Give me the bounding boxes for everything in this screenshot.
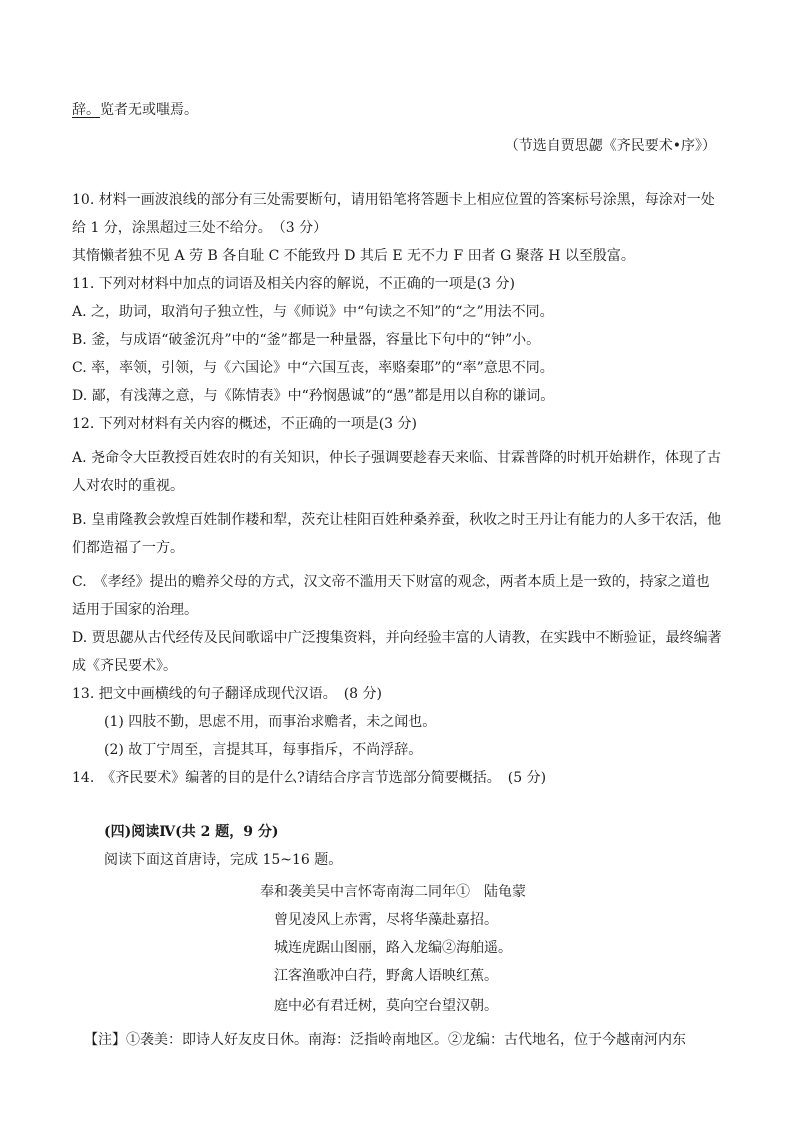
question-11-option-c: C. 率，率领，引领，与《六国论》中“六国互丧，率赂秦耶”的“率”意思不同。 [72, 360, 554, 376]
question-10-stem-cont: 给 1 分，涂黑超过三处不给分。 （3 分） [72, 220, 328, 236]
question-12-option-a-cont: 人对农时的重视。 [72, 478, 184, 494]
question-12-option-b: B. 皇甫隆教会敦煌百姓制作耧和犁，茨充让桂阳百姓种桑养蚕，秋收之时王丹让有能力的人多干农活，他 [72, 512, 722, 528]
question-13-sentence-2: (2) 故丁宁周至，言提其耳，每事指斥，不尚浮辞。 [104, 742, 423, 758]
question-12-option-b-cont: 们都造福了一方。 [72, 540, 184, 556]
question-13-stem: 13. 把文中画横线的句子翻译成现代汉语。 (8 分) [72, 686, 382, 702]
poem-line: 城连虎踞山图丽，路入龙编②海舶遥。 [274, 940, 512, 956]
question-11-option-a: A. 之，助词，取消句子独立性，与《师说》中“句读之不知”的“之”用法不同。 [72, 304, 554, 320]
passage-text: 览者无或嗤焉。 [100, 102, 198, 118]
question-12-option-d-cont: 成《齐民要术》。 [72, 658, 177, 674]
passage-ending [72, 100, 198, 120]
poem-line: 曾见凌风上赤霄，尽将华藻赴嘉招。 [274, 912, 498, 928]
poem-line: 江客渔歌冲白荇，野禽人语映红蕉。 [274, 968, 498, 984]
poem-line: 庭中必有君迁树，莫向空台望汉朝。 [274, 998, 498, 1014]
section-heading: (四)阅读Ⅳ(共 2 题，9 分) [104, 824, 279, 840]
question-11-option-d: D. 鄙，有浅薄之意，与《陈情表》中“矜悯愚诚”的“愚”都是用以自称的谦词。 [72, 388, 555, 404]
poem-title: 奉和袭美吴中言怀寄南海二同年① 陆龟蒙 [260, 884, 526, 900]
question-13-sentence-1: (1) 四肢不勤，思虑不用，而事治求赡者，未之闻也。 [104, 714, 437, 730]
section-intro: 阅读下面这首唐诗，完成 15~16 题。 [104, 852, 343, 868]
question-12-stem: 12. 下列对材料有关内容的概述，不正确的一项是(3 分) [72, 416, 417, 432]
question-12-option-a: A. 尧命令大臣教授百姓农时的有关知识，仲长子强调要趁春天来临、甘霖普降的时机开始耕作，体现了古 [72, 450, 722, 466]
question-10-stem: 10. 材料一画波浪线的部分有三处需要断句，请用铅笔将答题卡上相应位置的答案标号涂黑，每涂对一处 [72, 192, 715, 208]
question-11-option-b: B. 釜，与成语“破釜沉舟”中的“釜”都是一种量器，容量比下句中的“钟”小。 [72, 332, 541, 348]
question-11-stem: 11. 下列对材料中加点的词语及相关内容的解说，不正确的一项是(3 分) [72, 276, 515, 292]
question-12-option-d: D. 贾思勰从古代经传及民间歌谣中广泛搜集资料，并向经验丰富的人请教，在实践中不断验证，最终编著 [72, 630, 722, 646]
question-12-option-c: C. 《孝经》提出的赡养父母的方式，汉文帝不滥用天下财富的观念，两者本质上是一致的，持家之道也 [72, 574, 710, 590]
question-14-stem: 14. 《齐民要术》编著的目的是什么?请结合序言节选部分简要概括。 (5 分) [72, 770, 547, 786]
question-12-option-c-cont: 适用于国家的治理。 [72, 602, 198, 618]
poem-note: 【注】①袭美：即诗人好友皮日休。南海：泛指岭南地区。②龙编：古代地名，位于今越南河内东 [84, 1032, 686, 1048]
question-10-sentence: 其惰懒者独不见 A 劳 B 各自耻 C 不能致丹 D 其后 E 无不力 F 田者 G 聚落 H 以至殷富。 [72, 248, 635, 264]
source-citation: （节选自贾思勰《齐民要术•序》） [504, 138, 716, 154]
underlined-text: 辞。 [72, 102, 100, 118]
